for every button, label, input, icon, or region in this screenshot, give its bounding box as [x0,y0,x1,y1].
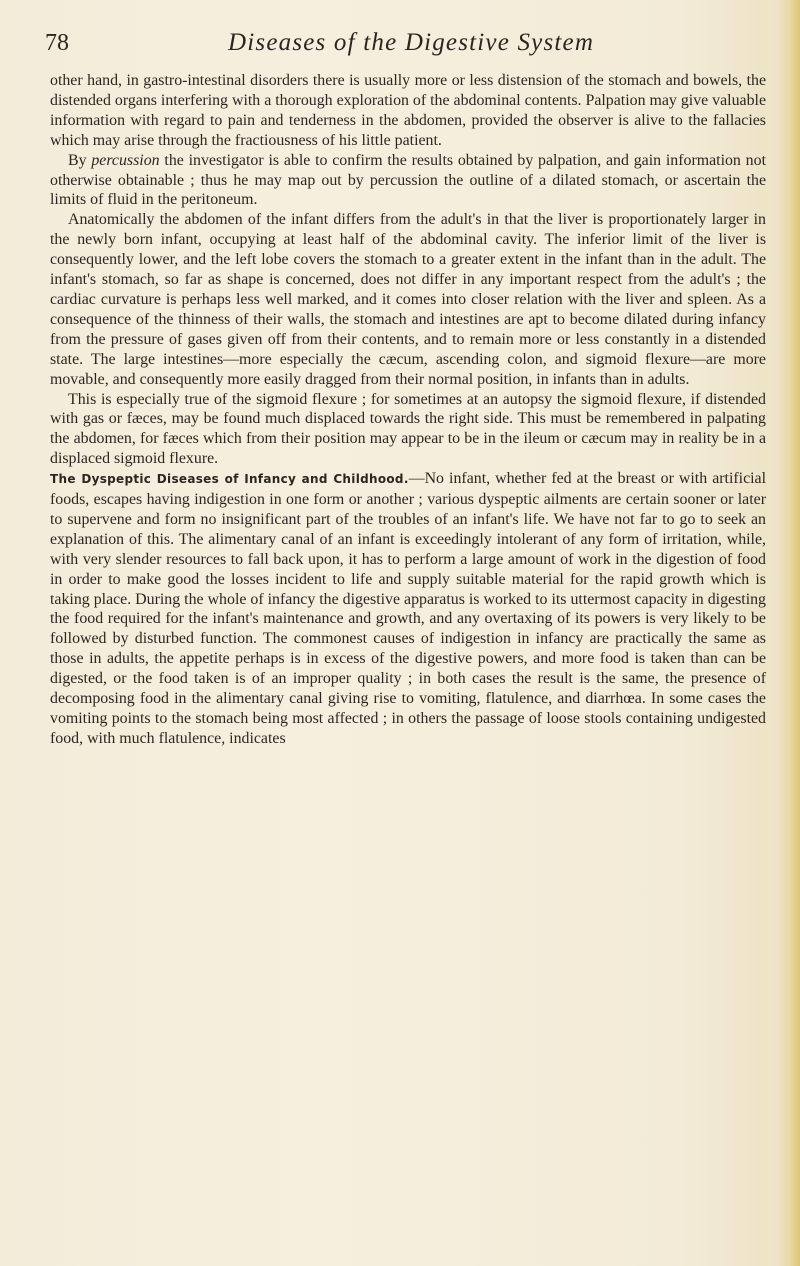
paragraph-palpation: other hand, in gastro-intestinal disorders there is usually more or less distension of the stomach and bowels, the distended organs interfering with a thorough exploration of the abdominal contents. Palpation may give valuable information with regard to pain and tenderness in the abdomen, provided the observer is alive to the fallacies which may arise through the fractiousness of his little patient. [50,72,766,149]
paragraph-dyspeptic-diseases [50,469,766,749]
emphasis-percussion: percussion [91,151,160,169]
section-heading: The Dyspeptic Diseases of Infancy and Childhood. [50,472,409,487]
paragraph-anatomy: Anatomically the abdomen of the infant differs from the adult's in that the liver is proportionately larger in the newly born infant, occupying at least half of the abdominal cavity. The inferior limit of the liver is consequently lower, and the left lobe covers the stomach to a greater extent in the infant than in the adult. The infant's stomach, so far as shape is concerned, does not differ in any important respect from the adult's ; the cardiac curvature is perhaps less well marked, and it comes into closer relation with the liver and spleen. As a consequence of the thinness of their walls, the stomach and intestines are apt to become dilated during infancy from the pressure of gases given off from their contents, and to remain more or less constantly in a distended state. The large intestines—more especially the cæcum, ascending colon, and sigmoid flexure—are more movable, and consequently more easily dragged from their normal position, in infants than in adults. [50,211,766,388]
paragraph-percussion-prefix: By [68,151,92,169]
paragraph-percussion-rest: the investigator is able to confirm the results obtained by palpation, and gain information not otherwise obtainable ; thus he may map out by percussion the outline of a dilated stomach, or ascertain the limits of fluid in the peritoneum. [50,151,766,209]
body-text [50,71,766,749]
paragraph-sigmoid-flexure: This is especially true of the sigmoid flexure ; for sometimes at an autopsy the sigmoid flexure, if distended with gas or fæces, may be found much displaced towards the right side. This must be remembered in palpating the abdomen, for fæces which from their position may appear to be in the ileum or cæcum may in reality be in a displaced sigmoid flexure. [50,390,766,468]
page-number: 78 [45,30,69,56]
page-header [0,18,800,58]
paragraph-dyspeptic-diseases-text: —No infant, whether fed at the breast or with artificial foods, escapes having indigestion in one form or another ; various dyspeptic ailments are certain sooner or later to supervene and form no insignificant part of the troubles of an infant's life. We have not far to go to seek an explanation of this. The alimentary canal of an infant is exceedingly intolerant of any form of irritation, while, with very slender resources to fall back upon, it has to perform a large amount of work in the digestion of food in order to make good the losses incident to life and supply suitable material for the rapid growth which is taking place. During the whole of infancy the digestive apparatus is worked to its uttermost capacity in digesting the food required for the infant's maintenance and growth, and any overtaxing of its powers is very likely to be followed by disturbed function. The commonest causes of indigestion in infancy are practically the same as those in adults, the appetite perhaps is in excess of the digestive powers, and more food is taken than can be digested, or the food taken is of an improper quality ; in both cases the result is the same, the presence of decomposing food in the alimentary canal giving rise to vomiting, flatulence, and diarrhœa. In some cases the vomiting points to the stomach being most affected ; in others the passage of loose stools containing undigested food, with much flatulence, indicates [50,470,767,747]
paragraph-percussion [50,151,766,211]
running-title: Diseases of the Digestive System [228,29,595,56]
page-edge-discoloration [778,0,800,1266]
